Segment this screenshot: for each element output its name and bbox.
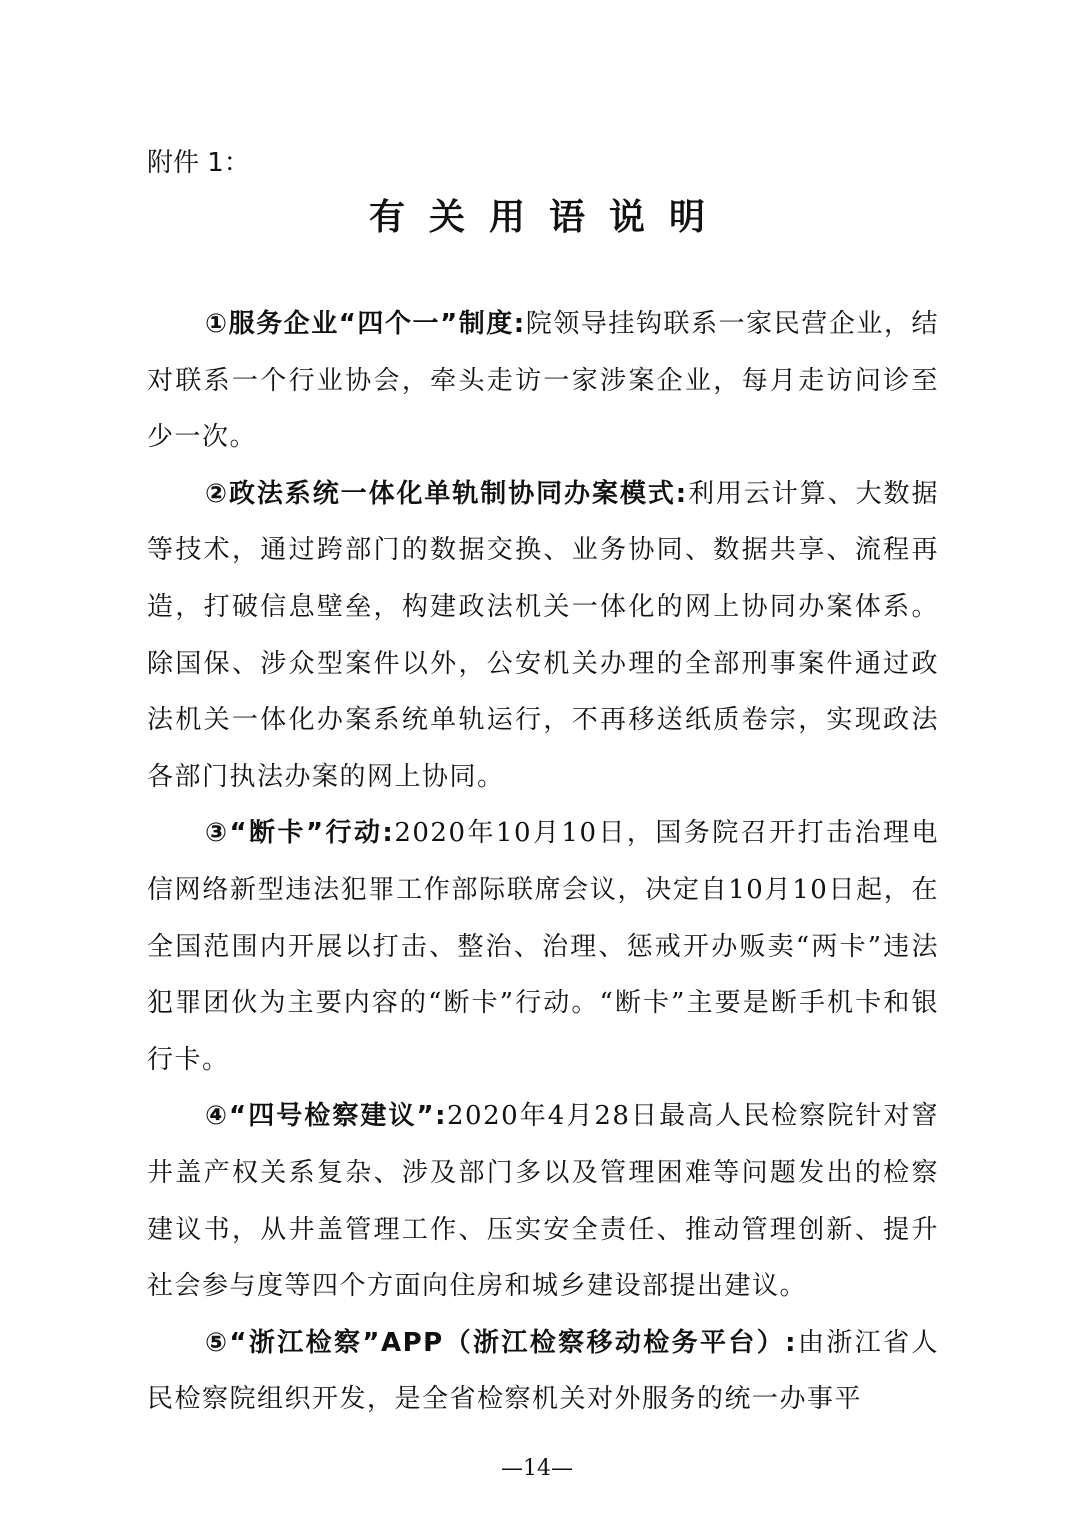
attachment-label: 附件 1： bbox=[147, 148, 250, 178]
entry-procuratorial-proposal-four bbox=[147, 1088, 939, 1314]
entry-term: ②政法系统一体化单轨制协同办案模式: bbox=[205, 478, 688, 509]
page-number: —14— bbox=[501, 1456, 573, 1481]
entry-text: 2020年4月28日最高人民检察院针对窨井盖产权关系复杂、涉及部门多以及管理困难等问题发出的检察建议书，从井盖管理工作、压实安全责任、推动管理创新、提升社会参与度等四个方面向住房和城乡建设部提出建议。 bbox=[147, 1101, 940, 1302]
page-title: 有关用语说明 bbox=[368, 197, 729, 238]
entry-term: ①服务企业“四个一”制度: bbox=[205, 309, 526, 339]
entry-text: 利用云计算、大数据等技术，通过跨部门的数据交换、业务协同、数据共享、流程再造，打破信息壁垒，构建政法机关一体化的网上协同办案体系。除国保、涉众型案件以外，公安机关办理的全部刑事案件通过政法机关一体化办案系统单轨运行，不再移送纸质卷宗，实现政法各部门执法办案的网上协同。 bbox=[147, 478, 939, 792]
entry-term: ④“四号检察建议”: bbox=[205, 1101, 447, 1132]
document-body bbox=[147, 296, 939, 1428]
entry-zhejiang-procuratorate-app bbox=[147, 1315, 939, 1428]
entry-text: 2020年10月10日，国务院召开打击治理电信网络新型违法犯罪工作部际联席会议，决定自10月10日起，在全国范围内开展以打击、整治、治理、惩戒开办贩卖“两卡”违法犯罪团伙为主要内容的“断卡”行动。“断卡”主要是断手机卡和银行卡。 bbox=[147, 818, 939, 1075]
entry-single-track-case-handling bbox=[147, 466, 939, 806]
entry-text: 由浙江省人民检察院组织开发，是全省检察机关对外服务的统一办事平 bbox=[147, 1327, 939, 1415]
entry-term: ⑤“浙江检察”APP（浙江检察移动检务平台）: bbox=[205, 1327, 798, 1358]
entry-text: 院领导挂钩联系一家民营企业，结对联系一个行业协会，牵头走访一家涉案企业，每月走访问诊至少一次。 bbox=[147, 309, 939, 453]
entry-card-cutting-action bbox=[147, 805, 939, 1088]
entry-service-enterprise bbox=[147, 296, 939, 466]
entry-term: ③“断卡”行动: bbox=[205, 818, 395, 849]
